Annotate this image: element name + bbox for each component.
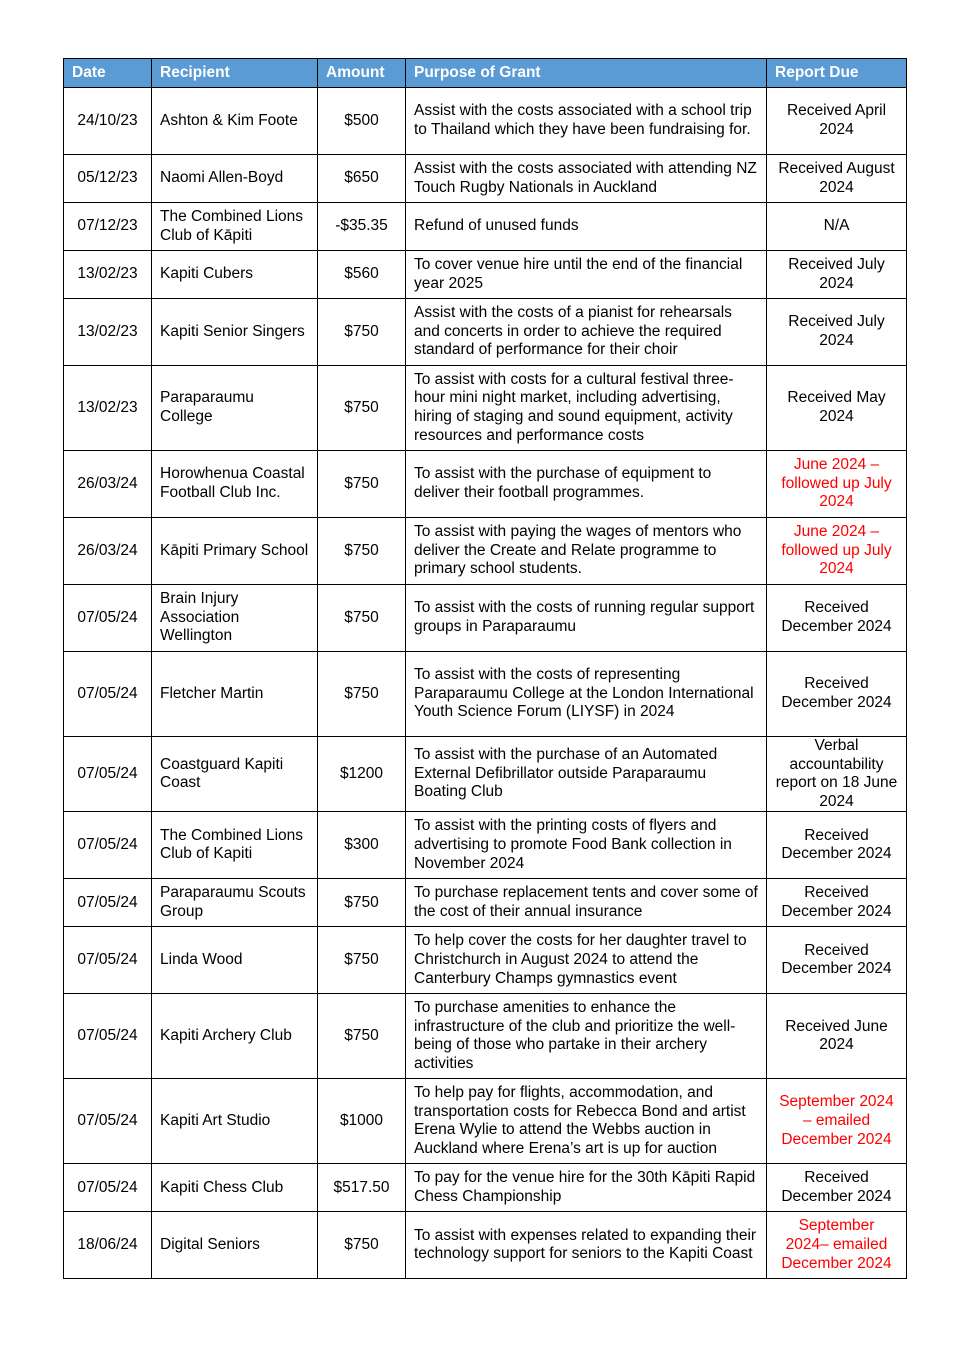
cell-recipient: Kapiti Archery Club: [152, 994, 318, 1079]
cell-amount: $750: [318, 366, 406, 451]
cell-amount: $750: [318, 518, 406, 585]
table-row: [64, 366, 907, 451]
cell-report-due: Received April 2024: [767, 88, 907, 155]
cell-date: 07/05/24: [64, 812, 152, 879]
cell-date: 18/06/24: [64, 1212, 152, 1279]
cell-date: 05/12/23: [64, 155, 152, 203]
cell-date: 26/03/24: [64, 451, 152, 518]
cell-date: 07/05/24: [64, 1079, 152, 1164]
table-row: [64, 812, 907, 879]
cell-recipient: Digital Seniors: [152, 1212, 318, 1279]
cell-date: 07/05/24: [64, 994, 152, 1079]
table-row: [64, 1164, 907, 1212]
cell-report-due: Verbal accountability report on 18 June 2024: [767, 737, 907, 812]
table-row: [64, 203, 907, 251]
cell-purpose: To assist with the printing costs of flyers and advertising to promote Food Bank collection in November 2024: [406, 812, 767, 879]
cell-purpose: Assist with the costs of a pianist for rehearsals and concerts in order to achieve the required standard of performance for their choir: [406, 299, 767, 366]
table-row: [64, 927, 907, 994]
cell-report-due: Received June 2024: [767, 994, 907, 1079]
cell-amount: $750: [318, 927, 406, 994]
cell-date: 24/10/23: [64, 88, 152, 155]
cell-recipient: Kapiti Senior Singers: [152, 299, 318, 366]
cell-purpose: To assist with the purchase of equipment to deliver their football programmes.: [406, 451, 767, 518]
cell-report-due: June 2024 – followed up July 2024: [767, 518, 907, 585]
cell-report-due: September 2024 – emailed December 2024: [767, 1079, 907, 1164]
cell-report-due: Received July 2024: [767, 299, 907, 366]
cell-date: 13/02/23: [64, 299, 152, 366]
cell-report-due: Received May 2024: [767, 366, 907, 451]
cell-recipient: The Combined Lions Club of Kāpiti: [152, 203, 318, 251]
cell-purpose: Assist with the costs associated with attending NZ Touch Rugby Nationals in Auckland: [406, 155, 767, 203]
header-purpose: Purpose of Grant: [406, 59, 767, 88]
cell-amount: $500: [318, 88, 406, 155]
table-row: [64, 879, 907, 927]
cell-report-due: Received December 2024: [767, 652, 907, 737]
cell-amount: $750: [318, 1212, 406, 1279]
table-row: [64, 88, 907, 155]
cell-report-due: June 2024 – followed up July 2024: [767, 451, 907, 518]
table-row: [64, 1079, 907, 1164]
cell-recipient: Naomi Allen-Boyd: [152, 155, 318, 203]
cell-amount: $750: [318, 299, 406, 366]
cell-report-due: Received December 2024: [767, 1164, 907, 1212]
cell-date: 13/02/23: [64, 366, 152, 451]
cell-recipient: Horowhenua Coastal Football Club Inc.: [152, 451, 318, 518]
table-row: [64, 1212, 907, 1279]
cell-date: 26/03/24: [64, 518, 152, 585]
cell-date: 07/05/24: [64, 737, 152, 812]
table-row: [64, 585, 907, 652]
cell-amount: $750: [318, 879, 406, 927]
table-row: [64, 451, 907, 518]
cell-recipient: Kapiti Cubers: [152, 251, 318, 299]
cell-report-due: Received December 2024: [767, 927, 907, 994]
table-row: [64, 994, 907, 1079]
cell-amount: $750: [318, 994, 406, 1079]
header-report-due: Report Due: [767, 59, 907, 88]
cell-report-due: September 2024– emailed December 2024: [767, 1212, 907, 1279]
cell-report-due: Received August 2024: [767, 155, 907, 203]
header-amount: Amount: [318, 59, 406, 88]
cell-amount: -$35.35: [318, 203, 406, 251]
cell-purpose: To purchase amenities to enhance the infrastructure of the club and prioritize the well-being of those who partake in their archery activities: [406, 994, 767, 1079]
cell-purpose: To assist with paying the wages of mentors who deliver the Create and Relate programme to primary school students.: [406, 518, 767, 585]
cell-recipient: Ashton & Kim Foote: [152, 88, 318, 155]
cell-purpose: To purchase replacement tents and cover some of the cost of their annual insurance: [406, 879, 767, 927]
cell-amount: $1200: [318, 737, 406, 812]
cell-purpose: To assist with the costs of representing Paraparaumu College at the London International Youth Science Forum (LIYSF) in 2024: [406, 652, 767, 737]
cell-report-due: Received December 2024: [767, 585, 907, 652]
cell-amount: $750: [318, 652, 406, 737]
cell-amount: $650: [318, 155, 406, 203]
cell-amount: $560: [318, 251, 406, 299]
table-row: [64, 737, 907, 812]
cell-recipient: Kapiti Chess Club: [152, 1164, 318, 1212]
table-row: [64, 155, 907, 203]
cell-purpose: To help cover the costs for her daughter travel to Christchurch in August 2024 to attend the Canterbury Champs gymnastics event: [406, 927, 767, 994]
cell-purpose: To cover venue hire until the end of the financial year 2025: [406, 251, 767, 299]
cell-recipient: Kapiti Art Studio: [152, 1079, 318, 1164]
cell-purpose: To assist with the costs of running regular support groups in Paraparaumu: [406, 585, 767, 652]
table-row: [64, 299, 907, 366]
cell-date: 07/05/24: [64, 927, 152, 994]
cell-report-due: Received December 2024: [767, 879, 907, 927]
cell-recipient: Coastguard Kapiti Coast: [152, 737, 318, 812]
cell-amount: $1000: [318, 1079, 406, 1164]
cell-purpose: To assist with costs for a cultural festival three-hour mini night market, including advertising, hiring of staging and sound equipment, activity resources and performance costs: [406, 366, 767, 451]
cell-purpose: To assist with expenses related to expanding their technology support for seniors to the Kapiti Coast: [406, 1212, 767, 1279]
cell-date: 07/12/23: [64, 203, 152, 251]
header-date: Date: [64, 59, 152, 88]
grants-table: [63, 58, 907, 1279]
cell-amount: $750: [318, 451, 406, 518]
cell-date: 07/05/24: [64, 585, 152, 652]
cell-purpose: Refund of unused funds: [406, 203, 767, 251]
cell-report-due: Received July 2024: [767, 251, 907, 299]
cell-purpose: To pay for the venue hire for the 30th Kāpiti Rapid Chess Championship: [406, 1164, 767, 1212]
cell-recipient: Linda Wood: [152, 927, 318, 994]
table-body: [64, 88, 907, 1279]
table-header-row: [64, 59, 907, 88]
cell-date: 13/02/23: [64, 251, 152, 299]
cell-recipient: Paraparaumu Scouts Group: [152, 879, 318, 927]
cell-recipient: Kāpiti Primary School: [152, 518, 318, 585]
cell-recipient: The Combined Lions Club of Kapiti: [152, 812, 318, 879]
cell-recipient: Brain Injury Association Wellington: [152, 585, 318, 652]
table-row: [64, 652, 907, 737]
cell-report-due: Received December 2024: [767, 812, 907, 879]
cell-purpose: To assist with the purchase of an Automated External Defibrillator outside Paraparaumu Boating Club: [406, 737, 767, 812]
cell-report-due: N/A: [767, 203, 907, 251]
cell-recipient: Fletcher Martin: [152, 652, 318, 737]
table-row: [64, 251, 907, 299]
cell-amount: $300: [318, 812, 406, 879]
cell-date: 07/05/24: [64, 1164, 152, 1212]
cell-amount: $750: [318, 585, 406, 652]
cell-amount: $517.50: [318, 1164, 406, 1212]
table-row: [64, 518, 907, 585]
cell-purpose: Assist with the costs associated with a school trip to Thailand which they have been fundraising for.: [406, 88, 767, 155]
header-recipient: Recipient: [152, 59, 318, 88]
cell-purpose: To help pay for flights, accommodation, and transportation costs for Rebecca Bond and artist Erena Wylie to attend the Webbs auction in Auckland where Erena’s art is up for auction: [406, 1079, 767, 1164]
cell-date: 07/05/24: [64, 652, 152, 737]
cell-recipient: Paraparaumu College: [152, 366, 318, 451]
cell-date: 07/05/24: [64, 879, 152, 927]
